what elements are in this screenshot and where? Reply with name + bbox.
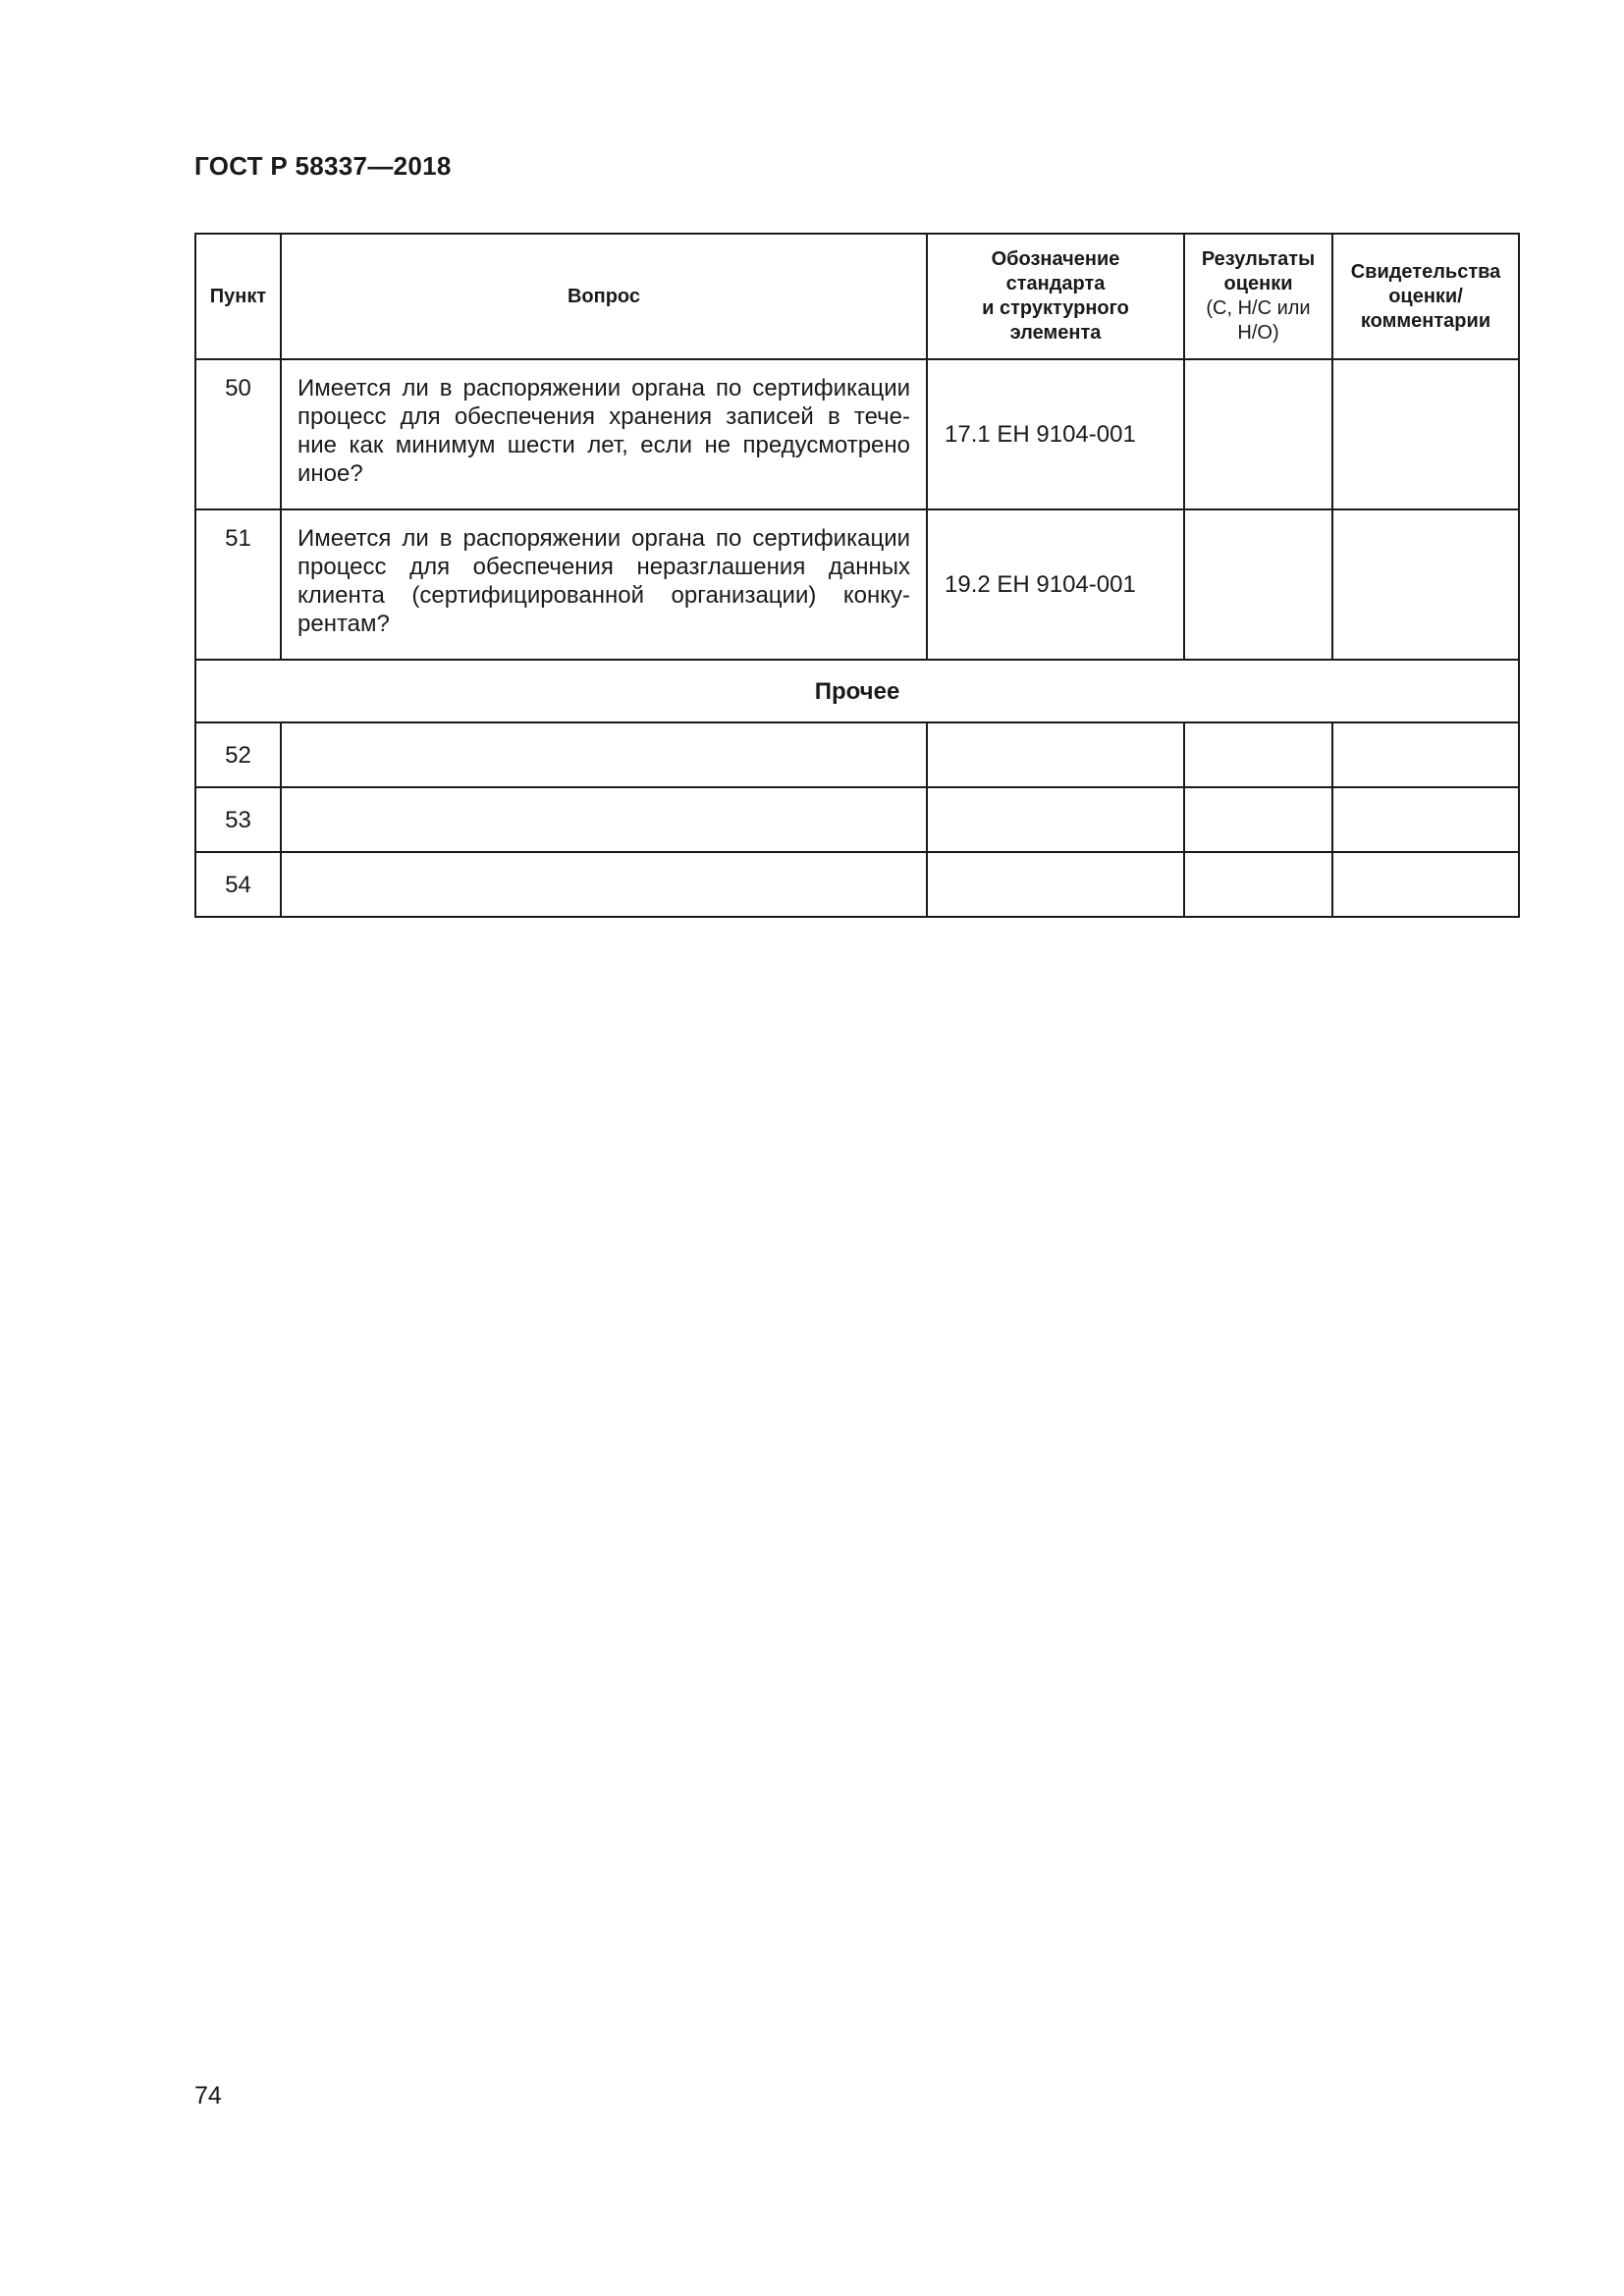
item-number: 53	[195, 787, 281, 852]
checklist-table	[194, 233, 1520, 918]
standard-cell[interactable]	[927, 787, 1184, 852]
evidence-cell[interactable]	[1332, 722, 1519, 787]
col-header-standard: Обозначение стандарта и структурного элемента	[927, 234, 1184, 359]
result-cell[interactable]	[1184, 787, 1332, 852]
table-row	[195, 787, 1519, 852]
result-cell[interactable]	[1184, 852, 1332, 917]
item-number: 51	[195, 509, 281, 660]
question-text: Имеется ли в распоряжении органа по сертификации процесс для обеспечения хранения записей в тече- ние как минимум шести лет, если не предусмотрено иное?	[281, 359, 927, 509]
evidence-cell[interactable]	[1332, 787, 1519, 852]
question-text: Имеется ли в распоряжении органа по сертификации процесс для обеспечения неразглашения данных клиента (сертифицированной организации) конку- рентам?	[281, 509, 927, 660]
table-row	[195, 722, 1519, 787]
page-number: 74	[194, 2082, 222, 2109]
result-cell[interactable]	[1184, 509, 1332, 660]
standard-reference: 19.2 EH 9104-001	[927, 509, 1184, 660]
result-cell[interactable]	[1184, 722, 1332, 787]
col-header-results: Результаты оценки (С, Н/С или Н/О)	[1184, 234, 1332, 359]
standard-reference: 17.1 EH 9104-001	[927, 359, 1184, 509]
standard-cell[interactable]	[927, 722, 1184, 787]
table-row	[195, 509, 1519, 660]
col-header-evidence: Свидетельства оценки/ комментарии	[1332, 234, 1519, 359]
document-header: ГОСТ Р 58337—2018	[194, 151, 452, 181]
question-cell[interactable]	[281, 722, 927, 787]
table-row	[195, 359, 1519, 509]
table-header-row	[195, 234, 1519, 359]
standard-cell[interactable]	[927, 852, 1184, 917]
evidence-cell[interactable]	[1332, 852, 1519, 917]
evidence-cell[interactable]	[1332, 359, 1519, 509]
col-header-item: Пункт	[195, 234, 281, 359]
section-row	[195, 660, 1519, 722]
col-header-question: Вопрос	[281, 234, 927, 359]
table-row	[195, 852, 1519, 917]
result-cell[interactable]	[1184, 359, 1332, 509]
item-number: 50	[195, 359, 281, 509]
section-title: Прочее	[195, 660, 1519, 722]
question-cell[interactable]	[281, 787, 927, 852]
item-number: 52	[195, 722, 281, 787]
item-number: 54	[195, 852, 281, 917]
question-cell[interactable]	[281, 852, 927, 917]
evidence-cell[interactable]	[1332, 509, 1519, 660]
